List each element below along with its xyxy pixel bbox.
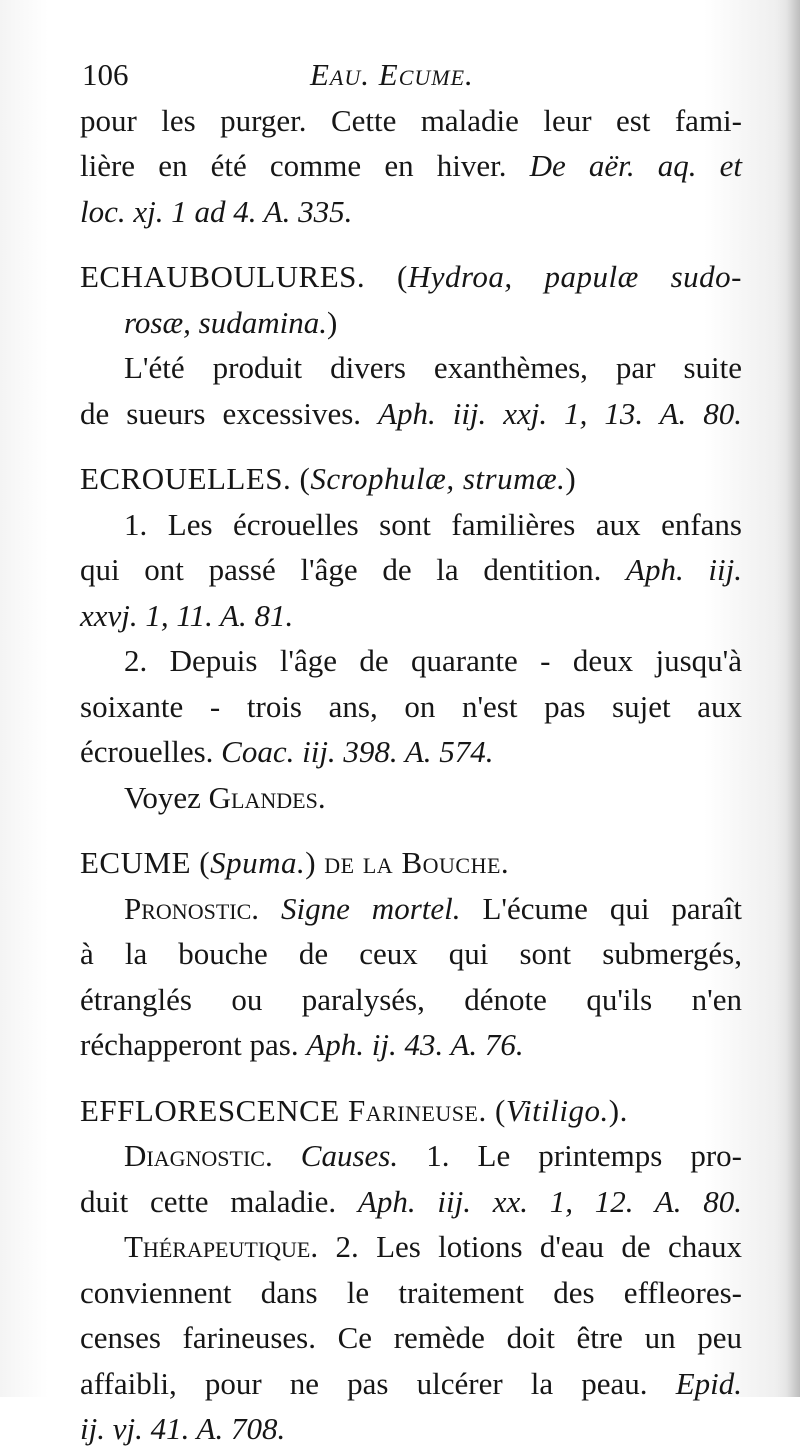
text-line: duit cette maladie. Aph. iij. xx. 1, 12. A. 80. <box>80 1183 742 1219</box>
text-line: réchapperont pas. Aph. ij. 43. A. 76. <box>80 1027 524 1062</box>
text-line: L'été produit divers exanthèmes, par suite <box>124 350 742 385</box>
text-line: loc. xj. 1 ad 4. A. 335. <box>80 193 353 229</box>
text-line: lière en été comme en hiver. De aër. aq. et <box>80 148 742 183</box>
text-line: conviennent dans le traitement des effleores- <box>80 1274 742 1310</box>
text-line: ij. vj. 41. A. 708. <box>80 1411 286 1446</box>
page-text <box>80 52 742 1452</box>
entry-heading: EFFLORESCENCE Farineuse. (Vitiligo.). <box>80 1092 628 1128</box>
running-header <box>80 52 742 98</box>
text-line: 2. Depuis l'âge de quarante - deux jusqu'à <box>124 643 742 678</box>
text-line: Pronostic. Signe mortel. L'écume qui paraît <box>124 890 742 926</box>
text-line: pour les purger. Cette maladie leur est fami- <box>80 102 742 138</box>
text-line: qui ont passé l'âge de la dentition. Aph. iij. <box>80 552 742 587</box>
text-line: écrouelles. Coac. iij. 398. A. 574. <box>80 734 494 769</box>
text-line: soixante - trois ans, on n'est pas sujet aux <box>80 688 742 724</box>
running-title: Eau. Ecume. <box>310 57 474 92</box>
text-line: à la bouche de ceux qui sont submergés, <box>80 936 742 971</box>
text-line: Voyez Glandes. <box>124 779 326 815</box>
text-line: xxvj. 1, 11. A. 81. <box>80 597 294 633</box>
text-line: affaibli, pour ne pas ulcérer la peau. Epid. <box>80 1365 742 1401</box>
entry-heading: ECHAUBOULURES. (Hydroa, papulæ sudo- <box>80 259 742 294</box>
text-line: 1. Les écrouelles sont familières aux enfans <box>124 506 742 542</box>
page-number: 106 <box>82 57 129 92</box>
text-line: étranglés ou paralysés, dénote qu'ils n'en <box>80 981 742 1017</box>
entry-heading: ECUME (Spuma.) de la Bouche. <box>80 845 510 880</box>
text-line: de sueurs excessives. Aph. iij. xxj. 1, 13. A. 80. <box>80 395 742 431</box>
text-line: Thérapeutique. 2. Les lotions d'eau de chaux <box>124 1229 742 1264</box>
text-line: Diagnostic. Causes. 1. Le printemps pro- <box>124 1138 742 1173</box>
text-line: rosæ, sudamina.) <box>124 304 338 340</box>
entry-heading: ECROUELLES. (Scrophulæ, strumæ.) <box>80 461 577 496</box>
text-line: censes farineuses. Ce remède doit être un peu <box>80 1320 742 1355</box>
page-edge <box>786 0 800 1397</box>
